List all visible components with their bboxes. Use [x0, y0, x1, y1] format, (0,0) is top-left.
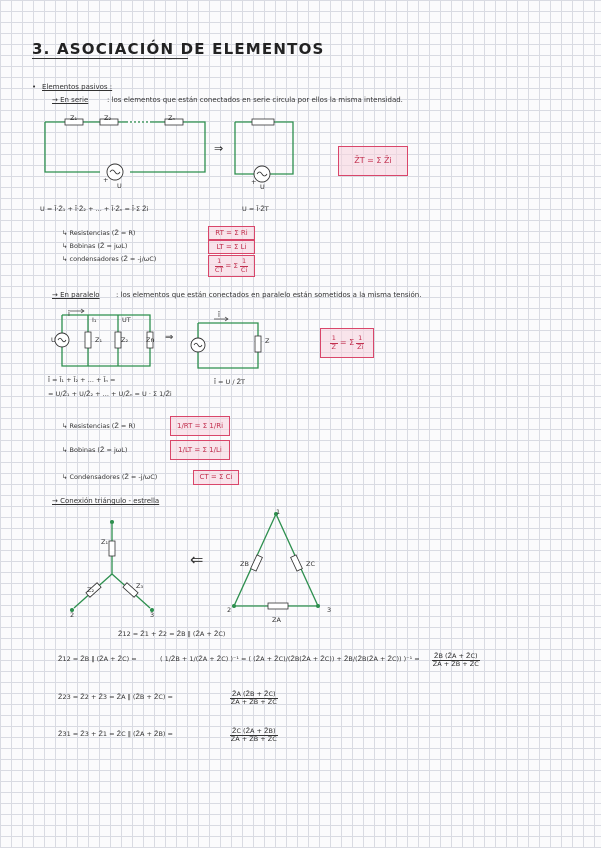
formula-4-den: Z̄A + Z̄B + Z̄C	[230, 735, 277, 743]
serie-equivalent-circuit	[230, 112, 300, 187]
paralelo-item-resistencias: ↳ Resistencias (Z̄ = R)	[62, 422, 136, 430]
paralelo-box-bobinas: 1/LT = Σ 1/Li	[170, 440, 230, 460]
paralelo-z1-label: Z₁	[95, 336, 103, 344]
triangulo-label: → Conexión triángulo - estrella	[52, 497, 160, 505]
cap-box-num: 1	[217, 257, 222, 266]
serie-z2-label: Z₂	[104, 114, 112, 122]
paralelo-z2-label: Z₂	[121, 336, 129, 344]
paralelo-box-condensadores: CT = Σ Ci	[193, 470, 239, 485]
paralelo-label: → En paralelo	[52, 291, 100, 299]
section-heading: Elementos pasivos :	[42, 83, 113, 91]
serie-plus: +	[103, 176, 109, 184]
par-box-den: Z̄	[331, 342, 336, 351]
estrella-diagram	[64, 516, 164, 616]
formula-2-mid: ( 1/Z̄B + 1/(Z̄A + Z̄C) )⁻¹ = ( (Z̄A + Z̄C)/(Z̄B(Z̄A + Z̄C)) + Z̄B/(Z̄B(Z̄A + Z̄C)) )⁻¹ =	[160, 655, 420, 663]
par-box-rhs: = Σ	[339, 338, 355, 347]
formula-1: Z̄12 = Z̄1 + Z̄2 = Z̄B ‖ (Z̄A + Z̄C)	[118, 630, 226, 638]
formula-2-lhs: Z̄12 = Z̄B ‖ (Z̄A + Z̄C) =	[58, 655, 137, 663]
serie-result-box: Z̄T = Σ Z̄i	[338, 146, 408, 176]
page-title: 3. ASOCIACIÓN DE ELEMENTOS	[32, 40, 325, 58]
formula-4-rhs	[230, 725, 278, 744]
estrella-node-3: 3	[150, 611, 155, 619]
triangulo-node-3: 3	[327, 606, 332, 614]
paralelo-equation-2: = U/Z̄₁ + U/Z̄₂ + ... + U/Z̄ₙ = U · Σ 1/Z̄i	[48, 390, 172, 398]
serie-item-bobinas: ↳ Bobinas (Z̄ = jωL)	[62, 242, 128, 250]
paralelo-text: : los elementos que están conectados en paralelo están sometidos a la misma tensión.	[116, 291, 422, 299]
serie-item-condensadores: ↳ condensadores (Z̄ = -j/ωC)	[62, 255, 157, 263]
paralelo-eq-z: Z	[265, 337, 270, 345]
paralelo-equation-right: Ī = U / Z̄T	[214, 378, 245, 386]
estrella-z1: Z₁	[101, 538, 109, 546]
cap-box-den: CT	[214, 265, 224, 274]
formula-3-rhs	[230, 688, 278, 707]
serie-box-condensadores	[208, 255, 255, 277]
formula-3-lhs: Z̄23 = Z̄2 + Z̄3 = Z̄A ‖ (Z̄B + Z̄C) =	[58, 693, 173, 701]
serie-box-bobinas: LT = Σ Li	[208, 240, 255, 254]
paralelo-u-label: U	[51, 336, 56, 344]
triangulo-arrow: ⇐	[190, 550, 204, 569]
formula-2-rhs-num: Z̄B (Z̄A + Z̄C)	[434, 651, 478, 660]
estrella-z2: Z₂	[87, 586, 95, 594]
serie-box-resistencias: RT = Σ Ri	[208, 226, 255, 240]
formula-3-den: Z̄A + Z̄B + Z̄C	[230, 698, 277, 706]
paralelo-circuit	[50, 308, 160, 373]
estrella-z3: Z₃	[136, 582, 144, 590]
par-box-rden: Z̄i	[357, 342, 364, 351]
title-underline	[32, 58, 188, 59]
paralelo-ut-label: UT	[122, 316, 131, 324]
serie-text: : los elementos que están conectados en serie circula por ellos la misma intensidad.	[107, 96, 403, 104]
paralelo-equivalent-circuit	[186, 316, 271, 374]
cap-box-rnum: 1	[241, 257, 247, 266]
serie-item-resistencias: ↳ Resistencias (Z̄ = R)	[62, 229, 136, 237]
serie-zn-label: Zₙ	[168, 114, 176, 122]
paralelo-result-box	[320, 328, 374, 358]
paralelo-i-label: Ī	[68, 310, 70, 318]
paralelo-zn-label: Zn	[146, 336, 155, 344]
serie-eq-plus: +	[251, 178, 257, 186]
triangulo-za: ZA	[272, 616, 281, 624]
formula-2-rhs-den: Z̄A + Z̄B + Z̄C	[432, 660, 479, 668]
triangulo-node-1: 1	[276, 508, 281, 516]
estrella-node-2: 2	[70, 611, 75, 619]
paralelo-i1-label: I₁	[92, 316, 97, 324]
cap-box-rden: Ci	[240, 265, 248, 274]
serie-z1-label: Z₁	[70, 114, 78, 122]
serie-eq-u: U	[260, 183, 265, 191]
paralelo-arrow: ⇒	[165, 332, 174, 343]
paralelo-item-bobinas: ↳ Bobinas (Z̄ = jωL)	[62, 446, 128, 454]
par-box-rnum: 1	[358, 334, 363, 343]
serie-label: → En serie	[52, 96, 89, 104]
serie-equation: U = Ī·Z̄₁ + Ī·Z̄₂ + ... + Ī·Z̄ₙ = Ī·Σ Z̄i	[40, 205, 149, 213]
paralelo-equation-1: Ī = Ī₁ + Ī₂ + ... + Īₙ =	[48, 376, 116, 384]
bullet: •	[32, 83, 37, 91]
serie-arrow: ⇒	[214, 142, 224, 155]
serie-u-label: U	[117, 182, 122, 190]
formula-4-lhs: Z̄31 = Z̄3 + Z̄1 = Z̄C ‖ (Z̄A + Z̄B) =	[58, 730, 173, 738]
formula-3-num: Z̄A (Z̄B + Z̄C)	[232, 689, 276, 698]
triangulo-node-2: 2	[227, 606, 232, 614]
formula-2-rhs	[432, 650, 480, 669]
paralelo-box-resistencias: 1/RT = Σ 1/Ri	[170, 416, 230, 436]
paralelo-item-condensadores: ↳ Condensadores (Z̄ = -j/ωC)	[62, 473, 158, 481]
triangulo-zc: ZC	[306, 560, 315, 568]
formula-4-num: Z̄C (Z̄A + Z̄B)	[232, 726, 276, 735]
cap-box-rhs: = Σ	[225, 261, 238, 270]
serie-circuit	[40, 112, 210, 192]
triangulo-zb: ZB	[240, 560, 249, 568]
paralelo-eq-i: Ī	[218, 311, 220, 319]
par-box-num: 1	[331, 334, 336, 343]
serie-equation-right: U = Ī·Z̄T	[242, 205, 269, 213]
